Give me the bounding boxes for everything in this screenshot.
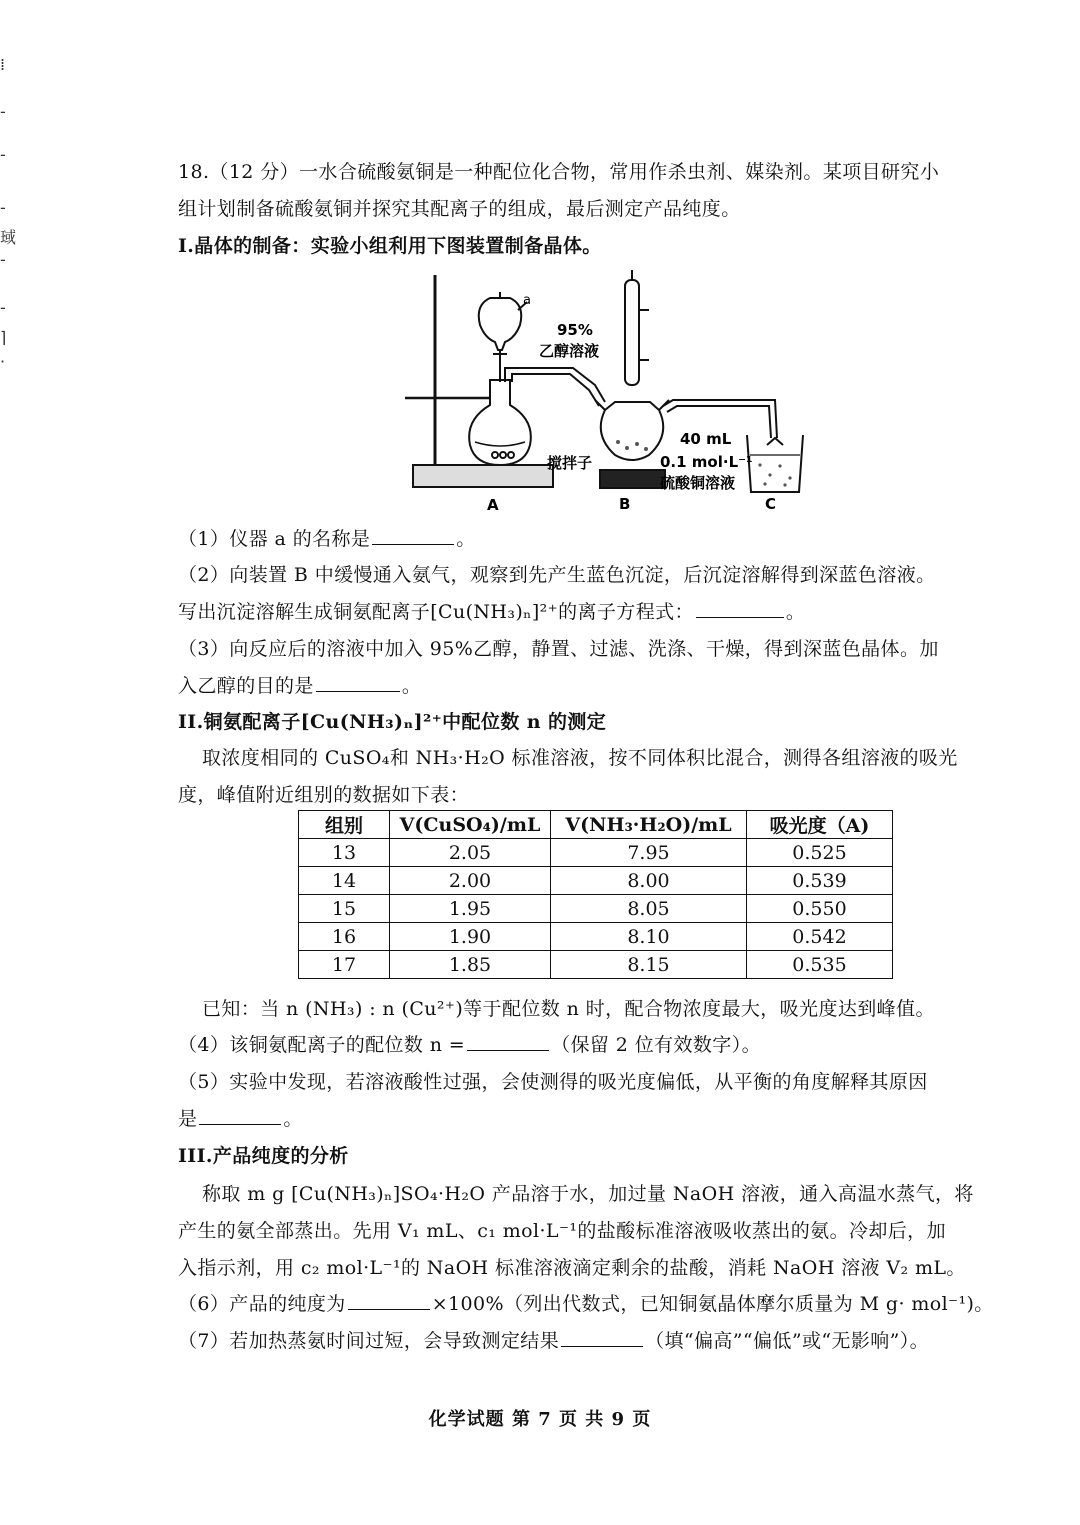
section-2-para-line2: 度，峰值附近组别的数据如下表： [178,784,470,806]
question-1-text: （1）仪器 a 的名称是 [178,528,371,550]
table-header-row [299,811,893,839]
label-copper-sulfate: 硫酸铜溶液 [660,474,736,492]
question-1-end: 。 [456,528,476,550]
answer-blank-2[interactable] [696,599,784,618]
table-cell: 0.535 [747,951,893,979]
table-cell: 8.15 [551,951,747,979]
question-4 [178,1031,1010,1059]
question-6-text: （6）产品的纯度为 [178,1293,346,1315]
answer-blank-3[interactable] [316,673,400,692]
section-3-para-line1: 称取 m g [Cu(NH₃)ₙ]SO₄·H₂O 产品溶于水，加过量 NaOH 溶液，通入高温水蒸气，将 [202,1183,974,1205]
label-stir-bar: 搅拌子 [547,454,593,472]
table-header-v-nh3: V(NH₃·H₂O)/mL [551,811,747,839]
question-2-line1: （2）向装置 B 中缓慢通入氨气，观察到先产生蓝色沉淀，后沉淀溶解得到深蓝色溶液。 [178,564,936,586]
margin-mark: · [0,352,6,371]
table-cell: 1.95 [390,895,551,923]
question-4-end: （保留 2 位有效数字）。 [551,1034,761,1056]
section-3-para-line2: 产生的氨全部蒸出。先用 V₁ mL、c₁ mol·L⁻¹的盐酸标准溶液吸收蒸出的氨。冷却后，加 [178,1220,946,1242]
table-header-v-cuso4: V(CuSO₄)/mL [390,811,551,839]
question-5-end: 。 [283,1108,303,1130]
question-18-intro-line1: 18.（12 分）一水合硫酸氨铜是一种配位化合物，常用作杀虫剂、媒染剂。某项目研究小 [178,161,940,183]
section-3-title: III.产品纯度的分析 [178,1145,349,1167]
answer-blank-4[interactable] [467,1032,549,1051]
table-cell: 17 [299,951,390,979]
margin-mark: - [0,145,6,164]
answer-blank-5[interactable] [199,1106,281,1125]
table-row [299,867,893,895]
label-40ml: 40 mL [680,430,732,448]
table-cell: 2.05 [390,839,551,867]
answer-blank-1[interactable] [372,526,454,545]
margin-mark: 琙 [0,228,17,247]
question-5-line2 [178,1105,1010,1133]
question-3-line1: （3）向反应后的溶液中加入 95%乙醇，静置、过滤、洗涤、干燥，得到深蓝色晶体。加 [178,638,939,660]
question-3-text: 入乙醇的目的是 [178,675,314,697]
table-row [299,895,893,923]
question-6 [178,1290,1010,1318]
table-cell: 0.542 [747,923,893,951]
section-2-title: II.铜氨配离子[Cu(NH₃)ₙ]²⁺中配位数 n 的测定 [178,711,607,733]
question-2-line2 [178,598,1010,626]
question-5-text: 是 [178,1108,198,1130]
answer-blank-6[interactable] [348,1291,430,1310]
label-C: C [765,495,777,513]
apparatus-diagram [405,270,815,520]
answer-blank-7[interactable] [561,1328,643,1347]
question-2-text: 写出沉淀溶解生成铜氨配离子[Cu(NH₃)ₙ]²⁺的离子方程式： [178,601,694,623]
table-cell: 0.550 [747,895,893,923]
question-6-end: ×100%（列出代数式，已知铜氨晶体摩尔质量为 M g· mol⁻¹)。 [431,1293,994,1315]
margin-mark: - [0,298,6,317]
table-row [299,923,893,951]
table-cell: 0.525 [747,839,893,867]
question-3-line2 [178,672,1010,700]
section-3-para-line3: 入指示剂，用 c₂ mol·L⁻¹的 NaOH 标准溶液滴定剩余的盐酸，消耗 NaOH 溶液 V₂ mL。 [178,1257,966,1279]
question-18-intro-line2: 组计划制备硫酸氨铜并探究其配离子的组成，最后测定产品纯度。 [178,198,741,220]
table-cell: 14 [299,867,390,895]
table-cell: 8.05 [551,895,747,923]
question-1 [178,525,1010,553]
table-cell: 15 [299,895,390,923]
known-condition: 已知：当 n (NH₃) : n (Cu²⁺)等于配位数 n 时，配合物浓度最大，吸光度达到峰值。 [202,998,935,1020]
table-cell: 7.95 [551,839,747,867]
margin-mark: - [0,250,6,269]
table-row [299,951,893,979]
margin-mark: ⁞ [0,55,6,74]
question-7-text: （7）若加热蒸氨时间过短，会导致测定结果 [178,1330,560,1352]
table-cell: 13 [299,839,390,867]
margin-mark: ⌉ [0,328,7,347]
table-header-absorbance: 吸光度（A) [747,811,893,839]
table-cell: 1.85 [390,951,551,979]
label-ethanol-solution: 乙醇溶液 [539,342,600,360]
question-2-end: 。 [785,601,806,623]
question-7 [178,1327,1010,1355]
label-95-percent: 95% [557,321,593,339]
label-B: B [619,495,631,513]
table-cell: 16 [299,923,390,951]
table-header-group: 组别 [299,811,390,839]
table-row [299,839,893,867]
margin-mark: - [0,102,6,121]
label-A: A [487,496,499,514]
margin-mark: - [0,198,6,217]
section-2-para-line1: 取浓度相同的 CuSO₄和 NH₃·H₂O 标准溶液，按不同体积比混合，测得各组溶液的吸光 [202,747,958,769]
table-cell: 1.90 [390,923,551,951]
absorbance-table [298,810,893,979]
label-a: a [523,293,531,308]
question-3-end: 。 [401,675,422,697]
question-5-line1: （5）实验中发现，若溶液酸性过强，会使测得的吸光度偏低，从平衡的角度解释其原因 [178,1071,928,1093]
table-cell: 8.10 [551,923,747,951]
table-cell: 2.00 [390,867,551,895]
table-cell: 8.00 [551,867,747,895]
question-7-end: （填“偏高”“偏低”或“无影响”）。 [645,1330,930,1352]
label-concentration: 0.1 mol·L⁻¹ [660,453,753,471]
table-cell: 0.539 [747,867,893,895]
section-1-title: I.晶体的制备：实验小组利用下图装置制备晶体。 [178,235,602,257]
page-footer: 化学试题 第 7 页 共 9 页 [428,1409,652,1430]
question-4-text: （4）该铜氨配离子的配位数 n = [178,1034,466,1056]
